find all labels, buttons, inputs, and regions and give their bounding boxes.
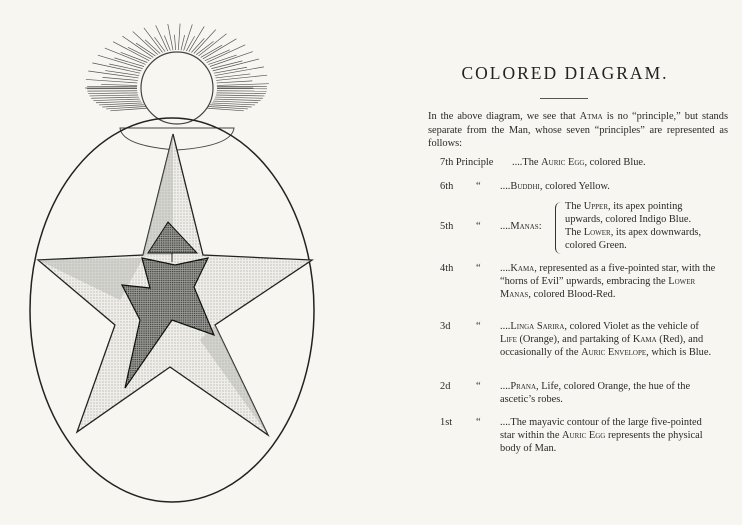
- principle-description: ....Kama, represented as a five-pointed star, with the “horns of Evil” upwards, embracing the Lower Manas, colored Blood-Red.: [500, 263, 716, 300]
- description-run: Kama: [510, 263, 535, 274]
- ditto-mark: “: [476, 221, 481, 232]
- sun-ray: [217, 81, 253, 83]
- description-run: The mayavic contour of the large five-pointed star within the: [500, 417, 702, 441]
- sun-ray: [144, 28, 163, 53]
- sun-ray: [96, 101, 141, 103]
- description-run: Prana: [510, 381, 537, 392]
- page-title: COLORED DIAGRAM.: [461, 63, 669, 83]
- sun-ray: [216, 95, 265, 96]
- principle-5-row: [0, 200, 742, 260]
- sun-ray: [101, 84, 137, 85]
- principle-description: ....The mayavic contour of the large five-pointed star within the Auric Egg represents the physical body of Man.: [500, 417, 703, 454]
- sun-ray: [215, 97, 263, 98]
- description-run: (Red), and occasionally of the: [500, 334, 704, 358]
- sun-ray: [89, 95, 138, 96]
- description-run: , colored Blood-Red.: [528, 289, 616, 300]
- sun-ray: [217, 84, 269, 86]
- principle-description: ....The Auric Egg, colored Blue.: [512, 157, 646, 168]
- sun-ray: [216, 93, 265, 94]
- principle-number: 4th: [440, 263, 454, 274]
- sun-ray: [199, 34, 227, 56]
- description-run: (Orange), and partaking of: [516, 334, 633, 345]
- principle-description: ....Manas:: [500, 221, 542, 232]
- sun-ray: [105, 71, 139, 76]
- sun-ray: [174, 35, 175, 50]
- ditto-mark: “: [476, 381, 481, 392]
- description-run: Kama: [632, 334, 657, 345]
- sun-ray: [103, 77, 138, 80]
- sun-ray: [91, 97, 139, 98]
- sun-ray: [210, 52, 253, 67]
- ditto-mark: “: [476, 417, 481, 428]
- ditto-mark: “: [476, 181, 481, 192]
- description-run: The: [522, 157, 542, 168]
- description-run: , Life, colored Orange, the hue of the ascetic’s robes.: [500, 381, 691, 405]
- sun-disc: [141, 52, 213, 124]
- sun-ray: [164, 36, 170, 51]
- description-run: Auric Egg: [541, 157, 585, 168]
- title-divider: [540, 98, 588, 99]
- intro-paragraph: In the above diagram, we see that Atma is no “principle,” but stands separate from the Man, whose seven “principles” are represented as follows:: [428, 111, 728, 149]
- description-run: , which is Blue.: [646, 347, 712, 358]
- description-run: , colored Yellow.: [539, 181, 610, 192]
- ditto-mark: “: [476, 263, 481, 274]
- brace: [555, 202, 563, 254]
- principle-description: ....Buddhi, colored Yellow.: [500, 181, 610, 192]
- sun-ray: [92, 63, 140, 73]
- lower-manas-text: The Lower, its apex downwards, colored Green.: [565, 227, 702, 251]
- principle-description: ....Prana, Life, colored Orange, the hue of the ascetic’s robes.: [500, 381, 691, 405]
- sun-ray: [181, 35, 185, 50]
- sun-ray: [214, 67, 247, 73]
- description-run: Auric Envelope: [581, 347, 647, 358]
- sun-base: [120, 128, 234, 150]
- sun-ray: [105, 48, 146, 64]
- description-run: represents the physical body of Man.: [500, 430, 703, 454]
- sun-ray: [212, 103, 255, 105]
- description-run: Life: [500, 334, 517, 345]
- sun-ray: [122, 36, 153, 57]
- sun-ray: [214, 99, 260, 100]
- sun-ray: [88, 93, 137, 94]
- description-run: , colored Violet as the vehicle of: [564, 321, 699, 332]
- sun-ray: [189, 26, 204, 51]
- ditto-mark: “: [476, 321, 481, 332]
- description-run: Lower Manas: [500, 276, 696, 300]
- sun-ray: [194, 30, 216, 54]
- sun-ray: [216, 75, 267, 80]
- sun-ray: [178, 24, 180, 50]
- sun-ray: [191, 38, 204, 52]
- principle-number: 2d: [440, 381, 451, 392]
- principle-number: 3d: [440, 321, 451, 332]
- principle-number: 6th: [440, 181, 454, 192]
- principle-number: 7th Principle: [440, 157, 494, 168]
- description-run: Auric Egg: [562, 430, 606, 441]
- sun-ray: [99, 103, 142, 105]
- principle-description: ....Linga Sarira, colored Violet as the vehicle of Life (Orange), and partaking of Kama (Red), and occasionally of the Auric Envelope, which is Blue.: [500, 321, 712, 358]
- description-run: , represented as a five-pointed star, with the “horns of Evil” upwards, embracing the: [500, 263, 716, 287]
- sun-ray: [93, 99, 139, 100]
- upper-manas-text: The Upper, its apex pointing upwards, colored Indigo Blue.: [565, 201, 692, 225]
- description-run: Linga Sarira: [510, 321, 565, 332]
- sun-ray: [184, 24, 193, 50]
- sun-ray: [207, 45, 246, 63]
- description-run: , colored Blue.: [584, 157, 646, 168]
- sun-ray: [213, 101, 258, 103]
- description-run: Buddhi: [510, 181, 540, 192]
- principle-number: 5th: [440, 221, 454, 232]
- principle-number: 1st: [440, 417, 453, 428]
